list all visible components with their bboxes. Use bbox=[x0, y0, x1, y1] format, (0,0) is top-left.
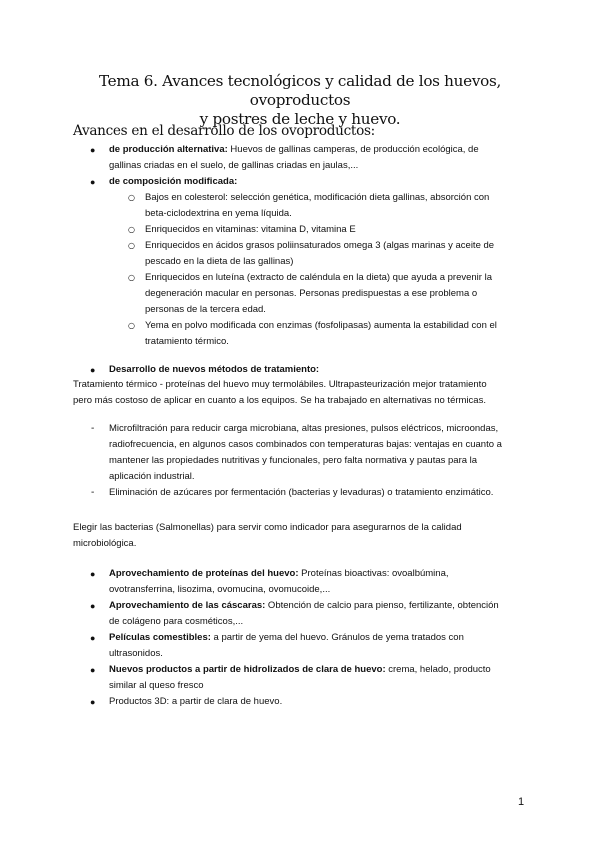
item-label: Nuevos productos a partir de hidrolizados de clara de huevo: bbox=[109, 664, 386, 675]
list-item-proteinas bbox=[109, 566, 549, 598]
bacterias-paragraph bbox=[73, 520, 543, 552]
dash-item-line: Eliminación de azúcares por fermentación (bacterias y levaduras) o tratamiento enzimático. bbox=[109, 487, 494, 498]
page-number: 1 bbox=[518, 796, 525, 808]
tratamiento-paragraph bbox=[73, 377, 543, 409]
sub-item-line: degeneración macular en personas. Personas predispuestas a ese problema o bbox=[145, 288, 478, 299]
sub-item-line: Enriquecidos en luteína (extracto de caléndula en la dieta) que ayuda a prevenir la bbox=[145, 272, 492, 283]
paragraph-line: Elegir las bacterias (Salmonellas) para servir como indicador para asegurarnos de la calidad bbox=[73, 522, 462, 533]
bullet-icon: ● bbox=[90, 697, 96, 707]
sub-item-line: Bajos en colesterol: selección genética, modificación dieta gallinas, absorción con bbox=[145, 192, 490, 203]
sub-item-yema-polvo bbox=[145, 318, 545, 350]
dash-item-line: Microfiltración para reducir carga microbiana, altas presiones, pulsos eléctricos, microondas, bbox=[109, 423, 499, 434]
section-heading: Avances en el desarrollo de los ovoproductos: bbox=[73, 123, 375, 139]
item-text: Obtención de calcio para pienso, fertilizante, obtención bbox=[265, 600, 499, 611]
item-text: Productos 3D: a partir de clara de huevo. bbox=[109, 696, 283, 707]
sub-item-line: Yema en polvo modificada con enzimas (fosfolipasas) aumenta la estabilidad con el bbox=[145, 320, 497, 331]
produccion-text-cont: gallinas criadas en el suelo, de gallinas criadas en jaulas,... bbox=[109, 160, 359, 171]
sub-item-vitaminas bbox=[145, 222, 545, 238]
dash-item-microfiltracion bbox=[109, 421, 549, 485]
bullet-icon: ● bbox=[90, 365, 96, 375]
title-line-2: y postres de leche y huevo. bbox=[199, 110, 401, 128]
item-text-cont: ultrasonidos. bbox=[109, 648, 163, 659]
tratamiento-label: Desarrollo de nuevos métodos de tratamiento: bbox=[109, 364, 320, 375]
item-text-cont: similar al queso fresco bbox=[109, 680, 204, 691]
list-item-hidrolizados bbox=[109, 662, 549, 694]
bullet-icon: ● bbox=[90, 601, 96, 611]
bullet-icon: ● bbox=[90, 665, 96, 675]
sub-item-line: tratamiento térmico. bbox=[145, 336, 229, 347]
bullet-icon: ● bbox=[90, 633, 96, 643]
title-line-1: Tema 6. Avances tecnológicos y calidad de los huevos, ovoproductos bbox=[99, 72, 501, 109]
item-text: crema, helado, producto bbox=[385, 664, 491, 675]
produccion-text: Huevos de gallinas camperas, de producción ecológica, de bbox=[227, 144, 479, 155]
item-text: a partir de yema del huevo. Gránulos de yema tratados con bbox=[210, 632, 464, 643]
dash-item-line: aplicación industrial. bbox=[109, 471, 195, 482]
circle-bullet-icon: ○ bbox=[128, 225, 135, 234]
sub-item-luteina bbox=[145, 270, 545, 318]
circle-bullet-icon: ○ bbox=[128, 321, 135, 330]
sub-item-line: personas de la tercera edad. bbox=[145, 304, 266, 315]
item-label: Películas comestibles: bbox=[109, 632, 211, 643]
page-title bbox=[60, 72, 540, 129]
circle-bullet-icon: ○ bbox=[128, 273, 135, 282]
composicion-label: de composición modificada: bbox=[109, 176, 238, 187]
dash-bullet-icon: - bbox=[91, 487, 95, 498]
list-item-cascaras bbox=[109, 598, 549, 630]
item-label: Aprovechamiento de proteínas del huevo: bbox=[109, 568, 299, 579]
paragraph-line: Tratamiento térmico - proteínas del huevo muy termolábiles. Ultrapasteurización mejor tratamiento bbox=[73, 379, 487, 390]
circle-bullet-icon: ○ bbox=[128, 241, 135, 250]
item-label: Aprovechamiento de las cáscaras: bbox=[109, 600, 266, 611]
sub-item-omega3 bbox=[145, 238, 545, 270]
list-item-peliculas bbox=[109, 630, 549, 662]
circle-bullet-icon: ○ bbox=[128, 193, 135, 202]
sub-item-line: Enriquecidos en vitaminas: vitamina D, vitamina E bbox=[145, 224, 356, 235]
dash-bullet-icon: - bbox=[91, 423, 95, 434]
list-item-productos-3d bbox=[109, 694, 549, 710]
item-text-cont: de colágeno para cosméticos,... bbox=[109, 616, 244, 627]
item-text: Proteínas bioactivas: ovoalbúmina, bbox=[298, 568, 449, 579]
list-item-produccion bbox=[109, 142, 549, 174]
bullet-icon: ● bbox=[90, 145, 96, 155]
sub-item-line: pescado en la dieta de las gallinas) bbox=[145, 256, 294, 267]
list-item-composicion bbox=[109, 174, 237, 190]
sub-item-colesterol bbox=[145, 190, 545, 222]
paragraph-line: microbiológica. bbox=[73, 538, 137, 549]
dash-item-line: mantener las propiedades nutritivas y funcionales, pero falta normativa y pautas para la bbox=[109, 455, 478, 466]
bullet-icon: ● bbox=[90, 569, 96, 579]
dash-item-azucares bbox=[109, 485, 549, 501]
item-text-cont: ovotransferrina, lisozima, ovomucina, ovomucoide,... bbox=[109, 584, 331, 595]
dash-item-line: radiofrecuencia, en algunos casos combinados con temperaturas bajas: ventajas en cuanto a bbox=[109, 439, 502, 450]
paragraph-line: pero más costoso de aplicar en cuanto a los equipos. Se ha trabajado en alternativas no térmicas. bbox=[73, 395, 486, 406]
bullet-icon: ● bbox=[90, 177, 96, 187]
sub-item-line: beta-ciclodextrina en yema líquida. bbox=[145, 208, 292, 219]
sub-item-line: Enriquecidos en ácidos grasos poliinsaturados omega 3 (algas marinas y aceite de bbox=[145, 240, 495, 251]
list-item-tratamiento bbox=[109, 362, 319, 378]
produccion-label: de producción alternativa: bbox=[109, 144, 228, 155]
